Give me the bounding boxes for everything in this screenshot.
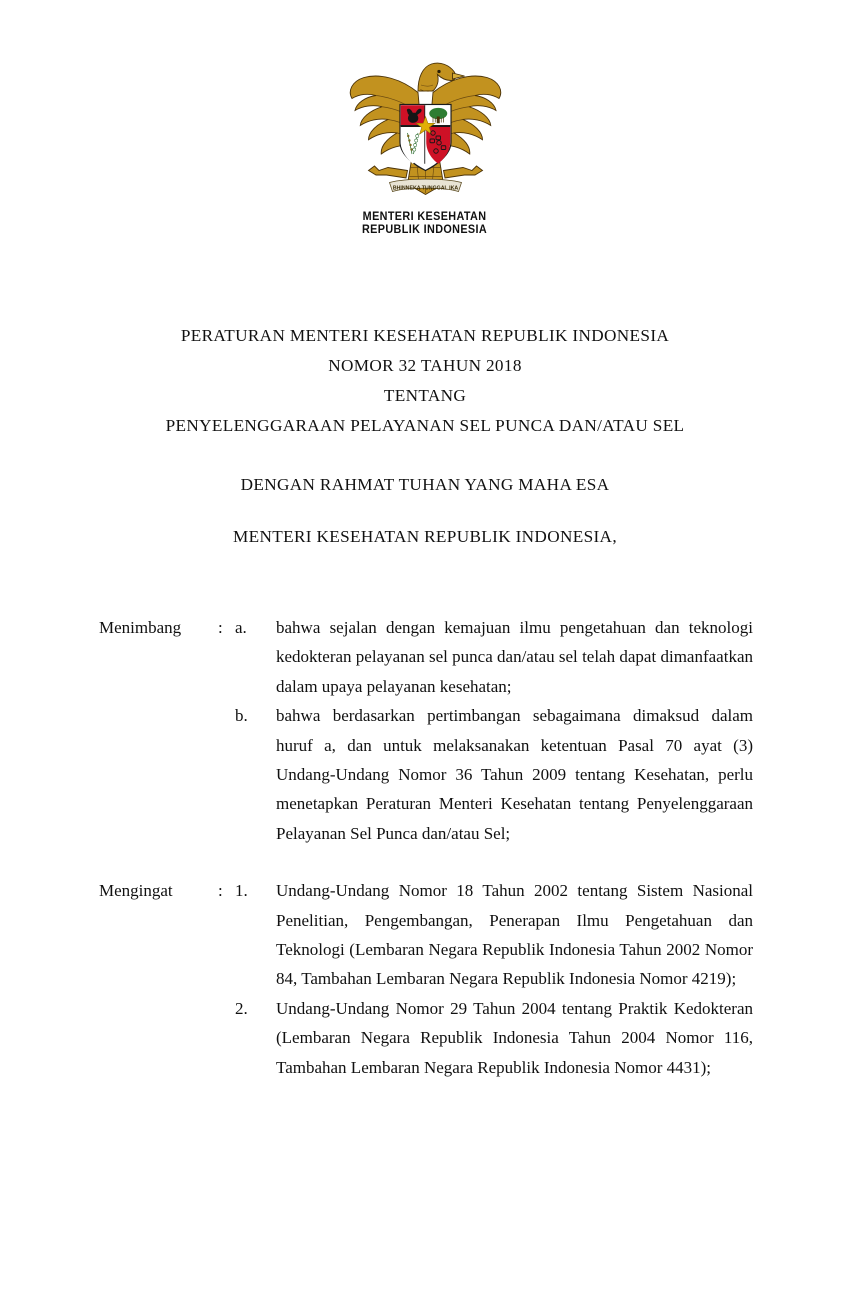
section-label: Mengingat	[99, 881, 173, 901]
preamble-issuer: MENTERI KESEHATAN REPUBLIK INDONESIA,	[233, 527, 617, 546]
item-text: bahwa berdasarkan pertimbangan sebagaimana dimaksud dalam huruf a, dan untuk melaksanakan ketentuan Pasal 70 ayat (3) Undang-Undang Nomor 36 Tahun 2009 tentang Kesehatan, perlu menetapkan Peraturan Menteri Kesehatan tentang Penyelenggaraan Pelayanan Sel Punca dan/atau Sel;	[276, 706, 753, 843]
clause-sections	[99, 613, 753, 1082]
letterhead	[0, 58, 850, 236]
item-marker: 1.	[235, 881, 248, 901]
preamble-blessing: DENGAN RAHMAT TUHAN YANG MAHA ESA	[240, 475, 610, 494]
clause-row	[99, 876, 753, 994]
garuda-pancasila-emblem	[343, 58, 508, 208]
item-text: Undang-Undang Nomor 18 Tahun 2002 tentang Sistem Nasional Penelitian, Pengembangan, Penerapan Ilmu Pengetahuan dan Teknologi (Lembaran Negara Republik Indonesia Tahun 2002 Nomor 84, Tambahan Lembaran Negara Republik Indonesia Nomor 4219);	[276, 881, 753, 989]
item-marker: a.	[235, 618, 247, 637]
title-line-number: NOMOR 32 TAHUN 2018	[328, 356, 522, 375]
item-text: Undang-Undang Nomor 29 Tahun 2004 tentang Praktik Kedokteran (Lembaran Negara Republik Indonesia Tahun 2004 Nomor 116, Tambahan Lembaran Negara Republik Indonesia Nomor 4431);	[276, 998, 753, 1077]
section-menimbang	[99, 613, 753, 848]
garuda-eye	[437, 70, 440, 73]
item-text: bahwa sejalan dengan kemajuan ilmu pengetahuan dan teknologi kedokteran pelayanan sel punca dan/atau sel telah dapat dimanfaatkan dalam upaya pelayanan kesehatan;	[276, 618, 753, 696]
garuda-emblem-svg	[343, 58, 508, 208]
item-marker: b.	[235, 706, 248, 726]
preamble	[0, 470, 850, 552]
letterhead-text	[362, 211, 487, 236]
item-marker: 2.	[235, 998, 248, 1018]
motto-banner-text: BHINNEKA TUNGGAL IKA	[392, 185, 458, 192]
section-colon: :	[218, 618, 223, 637]
section-label: Menimbang	[99, 618, 182, 637]
preamble-spacer	[0, 500, 850, 522]
document-title	[0, 321, 850, 441]
letterhead-line-2: REPUBLIK INDONESIA	[362, 223, 488, 236]
title-line-subject: PENYELENGGARAAN PELAYANAN SEL PUNCA DAN/ATAU SEL	[165, 416, 685, 435]
clause-row	[99, 613, 753, 701]
pancasila-shield	[400, 105, 451, 171]
section-colon: :	[218, 881, 223, 901]
title-line-about: TENTANG	[383, 386, 467, 405]
letterhead-line-1: MENTERI KESEHATAN	[363, 211, 487, 223]
clause-row	[99, 994, 753, 1082]
title-line-regulation: PERATURAN MENTERI KESEHATAN REPUBLIK INDONESIA	[180, 326, 670, 345]
clause-row	[99, 701, 753, 848]
section-mengingat	[99, 876, 753, 1082]
